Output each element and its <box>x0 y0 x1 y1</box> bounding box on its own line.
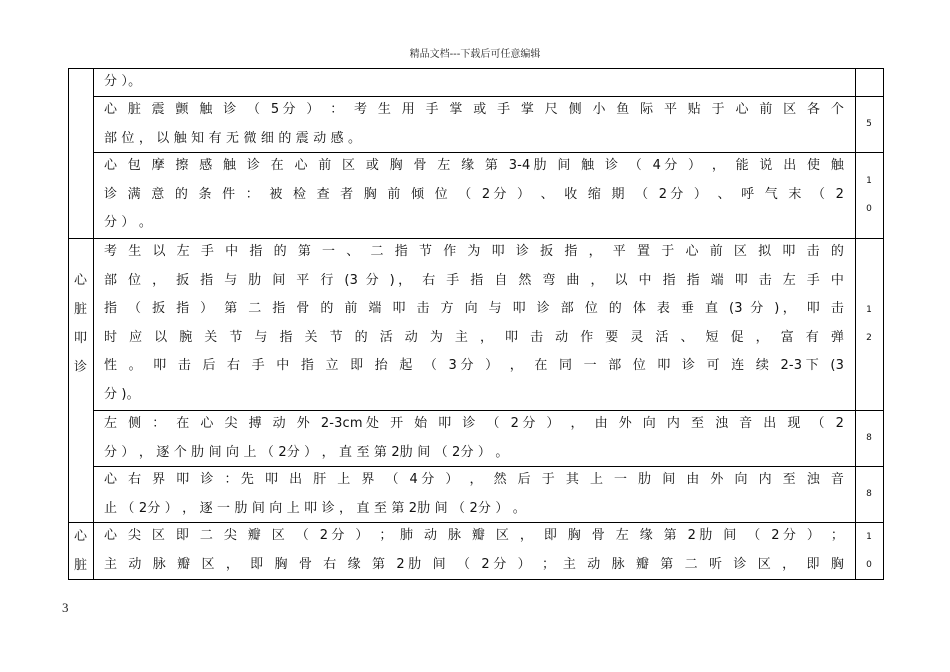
category-label <box>68 266 93 382</box>
row-text-line: 主 动 脉 瓣 区 ， 即 胸 骨 右 缘 第 2肋 间 （ 2分 ） ； 主 动 脉 瓣 第 二 听 诊 区 ， 即 胸 <box>104 556 844 572</box>
row-text-line: 分 ）。 <box>104 74 142 89</box>
category-char: 诊 <box>73 360 87 375</box>
table-row <box>104 96 844 153</box>
table-border-bottom <box>68 579 884 580</box>
row-text-line: 心 脏 震 颤 触 诊 （ 5分 ） ： 考 生 用 手 掌 或 手 掌 尺 侧 小 鱼 际 平 贴 于 心 前 区 各 个 <box>104 102 844 117</box>
row-text-line: 分 )。 <box>104 386 140 402</box>
row-text-line: 部 位 ， 扳 指 与 肋 间 平 行 (3 分 )， 右 手 指 自 然 弯 曲 ， 以 中 指 指 端 叩 击 左 手 中 <box>104 272 844 288</box>
score-digit: 8 <box>866 489 872 499</box>
row-text-line: 考 生 以 左 手 中 指 的 第 一 、 二 指 节 作 为 叩 诊 扳 指 ， 平 置 于 心 前 区 拟 叩 击 的 <box>104 244 844 259</box>
table-row <box>104 238 844 409</box>
score-cell <box>855 424 883 452</box>
scoring-table <box>68 68 884 580</box>
score-cell <box>855 296 883 352</box>
row-text-line: 左 侧 ： 在 心 尖 搏 动 外 2-3cm处 开 始 叩 诊 （ 2分 ） ， 由 外 向 内 至 浊 音 出 现 （ 2 <box>104 416 844 431</box>
score-digit: 0 <box>866 204 872 214</box>
table-border-right <box>883 68 884 580</box>
score-cell <box>855 480 883 508</box>
row-text-line: 心 右 界 叩 诊 ：先 叩 出 肝 上 界 （ 4分 ） ， 然 后 于 其 上 一 肋 间 由 外 向 内 至 浊 音 <box>104 472 844 487</box>
category-char: 叩 <box>73 331 87 346</box>
row-text-line: 止 （ 2分 ） ， 逐 一 肋 间 向 上 叩 诊 ， 直 至 第 2肋 间 （ 2分 ） 。 <box>104 500 526 516</box>
score-digit: 0 <box>866 560 872 570</box>
table-row <box>104 410 844 467</box>
table-row <box>104 522 844 579</box>
score-digit: 1 <box>866 305 872 315</box>
table-row <box>104 466 844 523</box>
row-text-line: 性 。 叩 击 后 右 手 中 指 立 即 抬 起 （ 3分 ） ， 在 同 一 部 位 叩 诊 可 连 续 2-3下 (3 <box>104 358 844 373</box>
row-text-line: 时 应 以 腕 关 节 与 指 关 节 的 活 动 为 主 ， 叩 击 动 作 要 灵 活 、 短 促 ， 富 有 弹 <box>104 329 844 345</box>
score-digit: 1 <box>866 532 872 542</box>
category-char: 脏 <box>73 302 87 317</box>
category-char: 心 <box>73 273 87 288</box>
score-digit: 8 <box>866 433 872 443</box>
row-text-line: 部 位 ， 以 触 知 有 无 微 细 的 震 动 感 。 <box>104 130 362 146</box>
page-number: 3 <box>62 600 69 615</box>
score-cell <box>855 523 883 579</box>
row-text-line: 心 尖 区 即 二 尖 瓣 区 （ 2分 ） ； 肺 动 脉 瓣 区 ， 即 胸 骨 左 缘 第 2肋 间 （ 2分 ） ； <box>104 528 844 543</box>
score-cell <box>855 167 883 223</box>
page-header: 精品文档---下载后可任意编辑 <box>409 49 541 60</box>
score-digit: 5 <box>866 119 872 129</box>
score-digit: 1 <box>866 176 872 186</box>
table-row <box>104 68 844 97</box>
score-digit: 2 <box>866 333 872 343</box>
row-text-line: 心 包 摩 擦 感 触 诊 在 心 前 区 或 胸 骨 左 缘 第 3-4肋 间 触 诊 （ 4分 ） ， 能 说 出 使 触 <box>104 158 844 173</box>
row-text-line: 分 ） ， 逐 个 肋 间 向 上 （ 2分 ） ， 直 至 第 2肋 间 （ 2分 ） 。 <box>104 444 509 460</box>
category-column-divider <box>93 68 94 580</box>
category-label <box>68 522 93 580</box>
row-text-line: 指 （ 扳 指 ） 第 二 指 骨 的 前 端 叩 击 方 向 与 叩 诊 部 位 的 体 表 垂 直 (3 分 )， 叩 击 <box>104 301 844 316</box>
table-row <box>104 152 844 238</box>
score-cell <box>855 110 883 138</box>
row-text-line: 诊 满 意 的 条 件 ： 被 检 查 者 胸 前 倾 位 （ 2分 ） 、 收 缩 期 （ 2分 ） 、 呼 气 末 （ 2 <box>104 186 844 202</box>
category-char: 心 <box>73 529 87 544</box>
row-text-line: 分 ） 。 <box>104 215 153 230</box>
category-char: 脏 <box>73 558 87 573</box>
